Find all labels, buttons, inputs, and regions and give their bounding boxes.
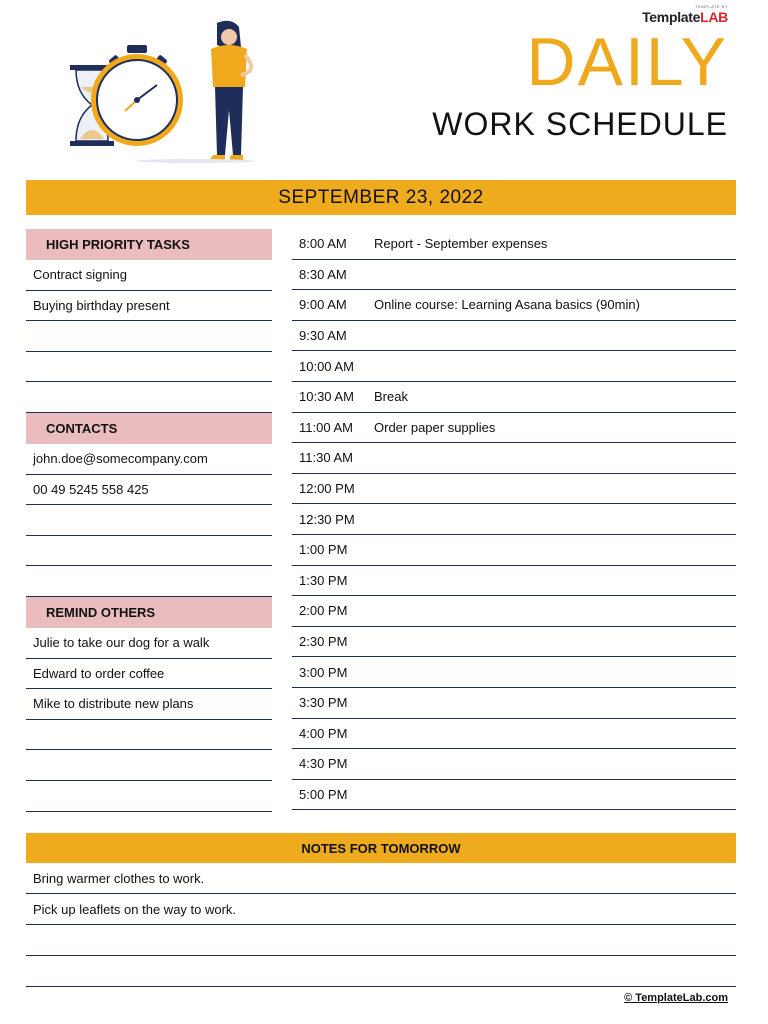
task-text[interactable]: Order paper supplies bbox=[374, 419, 496, 435]
time-label: 8:00 AM bbox=[299, 236, 347, 252]
schedule-row[interactable] bbox=[292, 290, 736, 321]
task-text[interactable]: Online course: Learning Asana basics (90min) bbox=[374, 297, 640, 313]
schedule-row[interactable] bbox=[292, 535, 736, 566]
note-item[interactable] bbox=[26, 925, 736, 956]
schedule-row[interactable] bbox=[292, 566, 736, 597]
logo-brand bbox=[642, 9, 728, 25]
schedule-row[interactable] bbox=[292, 749, 736, 780]
high-priority-item[interactable] bbox=[26, 352, 272, 383]
high-priority-item[interactable]: Contract signing bbox=[26, 260, 272, 291]
schedule-row[interactable] bbox=[292, 657, 736, 688]
date-banner: SEPTEMBER 23, 2022 bbox=[26, 180, 736, 215]
time-label: 4:00 PM bbox=[299, 725, 348, 741]
schedule-row[interactable] bbox=[292, 596, 736, 627]
schedule-row[interactable] bbox=[292, 443, 736, 474]
remind-others-heading: REMIND OTHERS bbox=[26, 597, 272, 628]
logo-brand-template: Template bbox=[642, 9, 701, 25]
page-title: DAILY bbox=[526, 24, 728, 100]
schedule-row[interactable] bbox=[292, 627, 736, 658]
remind-item[interactable] bbox=[26, 781, 272, 812]
time-label: 10:00 AM bbox=[299, 358, 354, 374]
schedule-row[interactable] bbox=[292, 688, 736, 719]
footer-link[interactable]: © TemplateLab.com bbox=[624, 992, 728, 1004]
time-label: 4:30 PM bbox=[299, 756, 348, 772]
time-label: 1:30 PM bbox=[299, 572, 348, 588]
time-illustration bbox=[45, 15, 275, 165]
note-item[interactable]: Bring warmer clothes to work. bbox=[26, 863, 736, 894]
schedule-row[interactable] bbox=[292, 260, 736, 291]
time-label: 9:00 AM bbox=[299, 297, 347, 313]
contacts-heading: CONTACTS bbox=[26, 413, 272, 444]
time-label: 1:00 PM bbox=[299, 542, 348, 558]
note-item[interactable] bbox=[26, 956, 736, 987]
schedule-row[interactable] bbox=[292, 382, 736, 413]
left-column bbox=[26, 229, 272, 812]
woman-figure-icon bbox=[209, 21, 251, 161]
time-label: 3:00 PM bbox=[299, 664, 348, 680]
contact-item[interactable] bbox=[26, 566, 272, 597]
time-label: 12:00 PM bbox=[299, 481, 355, 497]
time-label: 2:00 PM bbox=[299, 603, 348, 619]
task-text[interactable]: Report - September expenses bbox=[374, 236, 548, 252]
high-priority-item[interactable] bbox=[26, 382, 272, 413]
schedule-column bbox=[292, 229, 736, 810]
logo-brand-lab: LAB bbox=[700, 9, 728, 25]
time-label: 9:30 AM bbox=[299, 328, 347, 344]
high-priority-item[interactable]: Buying birthday present bbox=[26, 291, 272, 322]
contact-item[interactable]: 00 49 5245 558 425 bbox=[26, 475, 272, 506]
time-label: 2:30 PM bbox=[299, 634, 348, 650]
notes-heading: NOTES FOR TOMORROW bbox=[26, 833, 736, 863]
schedule-row[interactable] bbox=[292, 504, 736, 535]
time-label: 5:00 PM bbox=[299, 786, 348, 802]
notes-section bbox=[26, 863, 736, 987]
schedule-row[interactable] bbox=[292, 780, 736, 811]
high-priority-heading: HIGH PRIORITY TASKS bbox=[26, 229, 272, 260]
time-label: 11:30 AM bbox=[299, 450, 353, 466]
stopwatch-icon bbox=[91, 45, 183, 146]
remind-item[interactable]: Julie to take our dog for a walk bbox=[26, 628, 272, 659]
schedule-row[interactable] bbox=[292, 321, 736, 352]
schedule-row[interactable] bbox=[292, 229, 736, 260]
schedule-row[interactable] bbox=[292, 351, 736, 382]
contact-item[interactable]: john.doe@somecompany.com bbox=[26, 444, 272, 475]
schedule-row[interactable] bbox=[292, 474, 736, 505]
logo-tagline: TEMPLATE BY bbox=[695, 4, 728, 9]
schedule-row[interactable] bbox=[292, 719, 736, 750]
time-label: 3:30 PM bbox=[299, 695, 348, 711]
remind-item[interactable]: Mike to distribute new plans bbox=[26, 689, 272, 720]
task-text[interactable]: Break bbox=[374, 389, 408, 405]
schedule-row[interactable] bbox=[292, 413, 736, 444]
time-label: 8:30 AM bbox=[299, 266, 347, 282]
time-label: 11:00 AM bbox=[299, 419, 353, 435]
remind-item[interactable] bbox=[26, 750, 272, 781]
contact-item[interactable] bbox=[26, 536, 272, 567]
note-item[interactable]: Pick up leaflets on the way to work. bbox=[26, 894, 736, 925]
high-priority-item[interactable] bbox=[26, 321, 272, 352]
contact-item[interactable] bbox=[26, 505, 272, 536]
remind-item[interactable] bbox=[26, 720, 272, 751]
page-subtitle: WORK SCHEDULE bbox=[432, 106, 728, 142]
time-label: 12:30 PM bbox=[299, 511, 355, 527]
remind-item[interactable]: Edward to order coffee bbox=[26, 659, 272, 690]
time-label: 10:30 AM bbox=[299, 389, 354, 405]
